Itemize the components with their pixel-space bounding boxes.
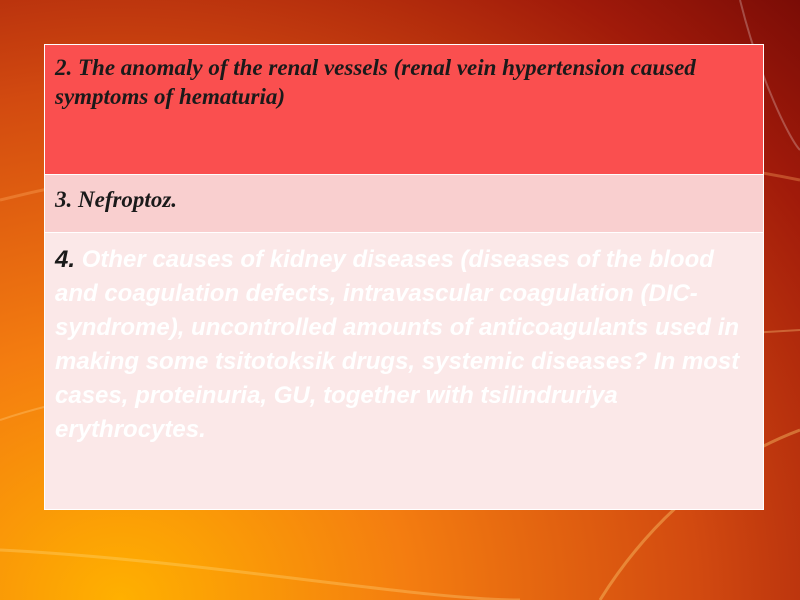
row-text: 3. Nefroptoz. [55,187,178,212]
row-paragraph [55,243,753,447]
row-text: Other causes of kidney diseases (diseases of the blood and coagulation defects, intravascular coagulation (DIC-syndrome), uncontrolled amounts of anticoagulants used in making some tsitotoksik drugs, systemic diseases? In most cases, proteinuria, GU, together with tsilindruriya erythrocytes. [55,246,740,443]
row-number: 4. [55,246,76,273]
table-row-nefroptoz [45,175,763,233]
table-row-other-causes [45,233,763,509]
table-row-renal-vessels [45,45,763,175]
content-table [44,44,764,510]
row-text: 2. The anomaly of the renal vessels (renal vein hypertension caused symptoms of hematuria) [55,55,696,109]
